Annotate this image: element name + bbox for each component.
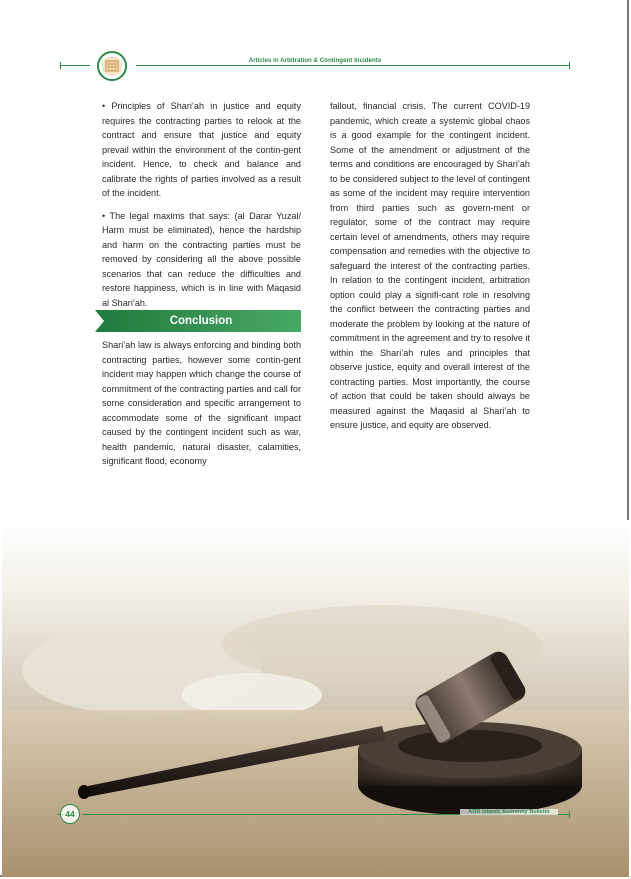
gavel-photo — [2, 520, 629, 877]
conclusion-heading-banner — [95, 310, 301, 332]
running-header-title: Articles in Arbitration & Contingent Incidents — [248, 57, 382, 64]
bullet-paragraph-legal-maxims: • The legal maxims that says: (al Darar Yuzal/ Harm must be eliminated), hence the hardship and harm on the contracting parties must be removed by considering all the above possible scenarios that can reduce the difficulties and restore happiness, which is in line with Maqasid al Shari’ah. — [102, 210, 301, 308]
conclusion-heading: Conclusion — [169, 315, 233, 327]
right-column-body — [330, 99, 530, 433]
page-number: 44 — [60, 804, 80, 824]
gavel-illustration — [2, 520, 629, 877]
right-column-paragraph: fallout, financial crisis. The current COVID-19 pandemic, which create a systemic global chaos is a good example for the contingent incident. Some of the amendment or adjustment of the terms and conditions are encouraged by Shari’ah to be considered subject to the level of contingent as some of the incident may require intervention from third parties such as govern-ment or regulator, some of the contract may require certain level of amendments, others may require compensation and remedies with the objective to safeguard the interest of the contracting parties. In relation to the contingent incident, arbitration option could play a signifi-cant role in resolving the conflict between the contracting parties and moderate the problem by looking at the nature of commitment in the agreement and try to resolve it within the Shari’ah rules and principles that observe justice, equity and overall interest of the contracting parties. Most importantly, the course of action that could be taken should always be measured against the Maqasid al Shari’ah to ensure justice, and equity are observed. — [330, 101, 530, 430]
bullet-paragraph-justice-equity: • Principles of Shari’ah in justice and equity requires the contracting parties to relook at the contract and ensure that justice and equity prevail within the environment of the contin-gent incident. Hence, to check and balance and calibrate the rights of parties involved as a result of the incident. — [102, 101, 301, 198]
header-rule-tick-right — [569, 62, 570, 69]
header-rule-right — [136, 65, 570, 66]
left-column-body — [102, 99, 301, 310]
footer-rule-tick-right — [569, 811, 570, 818]
bulletin-logo — [97, 51, 127, 81]
footer-publication-title: ADR Islamic Economy Bulletin — [460, 809, 558, 815]
header-rule-left — [60, 65, 90, 66]
conclusion-paragraph: Shari’ah law is always enforcing and binding both contracting parties, however some contin-gent incident may happen which change the course of commitment of the contracting parties and call for some consideration and specific arrangement to accommodate some of the significant impact caused by the contingent incident such as war, health pandemic, natural disaster, calamities, significant flood, economy — [102, 340, 301, 466]
conclusion-body — [102, 338, 301, 469]
logo-emblem-icon — [99, 53, 125, 79]
